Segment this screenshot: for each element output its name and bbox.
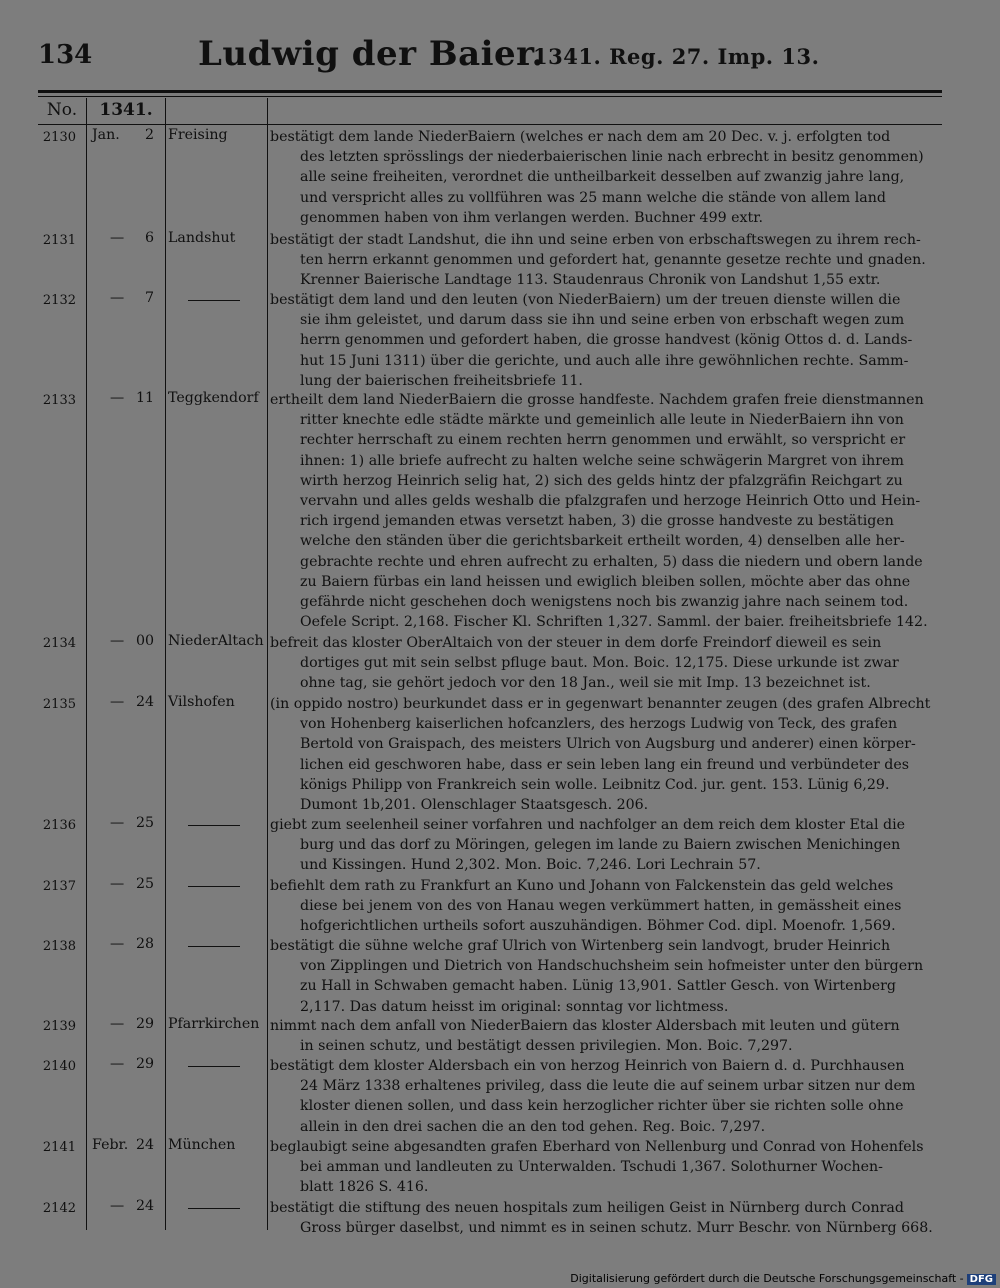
entry-month: — (110, 1198, 125, 1214)
entry-number: 2130 (42, 130, 76, 145)
entry-text-line: des letzten sprösslings der niederbaierischen linie nach erbrecht in besitz genommen) (300, 149, 924, 166)
entry-text (270, 633, 942, 694)
entry-place: Freising (168, 127, 228, 143)
entry-month: — (110, 230, 125, 246)
entry-text-line: hofgerichtlichen urtheils sofort auszuhändigen. Böhmer Cod. dipl. Moenofr. 1,569. (300, 918, 896, 935)
entry-text-line: hut 15 Juni 1311) über die gerichte, und auch alle ihre gewöhnlichen rechte. Samm- (300, 352, 909, 369)
entry-text-line: ten herrn erkannt genommen und gefordert hat, genannte gesetze rechte und gnaden. (300, 252, 926, 269)
entry-month: — (110, 390, 125, 406)
footer (570, 1272, 996, 1285)
entry-month: — (110, 815, 125, 831)
page-title: Ludwig der Baier. (198, 34, 544, 74)
entry-text (270, 694, 942, 815)
entry-text (270, 127, 942, 228)
entry-month: — (110, 1016, 125, 1032)
entry-text-line: bestätigt dem lande NiederBaiern (welches er nach dem am 20 Dec. v. j. erfolgten tod (270, 129, 891, 145)
entry-text-line: diese bei jenem von des von Hanau wegen verkümmert hatten, in gemässheit eines (300, 898, 902, 915)
entry-place: Landshut (168, 230, 236, 246)
ditto-dash (188, 946, 240, 947)
entry-text-line: nimmt nach dem anfall von NiederBaiern das kloster Aldersbach mit leuten und gütern (270, 1018, 900, 1034)
ditto-dash (188, 1066, 240, 1067)
entry-text (270, 936, 942, 1017)
entry-text-line: befiehlt dem rath zu Frankfurt an Kuno und Johann von Falckenstein das geld welches (270, 878, 894, 894)
entry-text-line: allein in den drei sachen die an den tod gehen. Reg. Boic. 7,297. (300, 1118, 766, 1135)
entry-day: 28 (136, 936, 155, 952)
entry-text-line: lung der baierischen freiheitsbriefe 11. (300, 372, 583, 389)
entry-text-line: 2,117. Das datum heisst im original: sonntag vor lichtmess. (300, 998, 729, 1015)
entry-month: Jan. (92, 127, 120, 143)
entry-place: NiederAltach (168, 633, 264, 649)
entry-text-line: sie ihm geleistet, und darum dass sie ihn und seine erben von erbschaft wegen zum (300, 312, 905, 329)
entry-text-line: herrn genommen und gefordert haben, die grosse handvest (könig Ottos d. d. Lands- (300, 332, 913, 349)
entry-number: 2134 (42, 636, 76, 651)
entry-text-line: rich irgend jemanden etwas versetzt haben, 3) die grosse handveste zu bestätigen (300, 513, 894, 530)
entry-text (270, 1137, 942, 1198)
entry-text-line: ihnen: 1) alle briefe aufrecht zu halten welche seine schwägerin Margret von ihrem (300, 452, 904, 469)
entry-text (270, 230, 942, 291)
entry-text-line: ritter knechte edle städte märkte und gemeinlich alle leute in NiederBaiern ihn von (300, 412, 904, 429)
entry-text (270, 390, 942, 632)
entry-month: Febr. (92, 1137, 129, 1153)
entry-text-line: giebt zum seelenheil seiner vorfahren und nachfolger an dem reich dem kloster Etal die (270, 817, 906, 833)
entry-text-line: gebrachte rechte und ehren aufrecht zu erhalten, 5) dass die niedern und obern lande (300, 553, 923, 570)
entry-text-line: bestätigt dem kloster Aldersbach ein von herzog Heinrich von Baiern d. d. Purchhausen (270, 1058, 905, 1074)
entry-text-line: alle seine freiheiten, verordnet die untheilbarkeit desselben auf zwanzig jahre lang, (300, 169, 905, 186)
page-number: 134 (38, 40, 93, 70)
entry-place: München (168, 1137, 236, 1153)
entry-text-line: 24 März 1338 erhaltenes privileg, dass die leute die auf seinem urbar sitzen nur dem (300, 1078, 916, 1095)
ditto-dash (188, 300, 240, 301)
entry-place: Vilshofen (168, 694, 235, 710)
entry-month: — (110, 633, 125, 649)
entry-number: 2133 (42, 393, 76, 408)
entry-day: 24 (136, 1198, 155, 1214)
entry-number: 2131 (42, 233, 76, 248)
entry-text (270, 1056, 942, 1137)
entry-text-line: befreit das kloster OberAltaich von der steuer in dem dorfe Freindorf dieweil es sein (270, 635, 882, 651)
entry-day: 29 (136, 1056, 155, 1072)
entry-text-line: zu Hall in Schwaben gemacht haben. Lünig 13,901. Sattler Gesch. von Wirtenberg (300, 978, 897, 995)
entry-text-line: und verspricht alles zu vollführen was 25 mann welche die stände von allem land (300, 189, 886, 206)
entry-text-line: und Kissingen. Hund 2,302. Mon. Boic. 7,246. Lori Lechrain 57. (300, 857, 761, 874)
entry-day: 25 (136, 876, 155, 892)
entry-number: 2138 (42, 939, 76, 954)
entry-day: 25 (136, 815, 155, 831)
column-header-rule (38, 124, 942, 125)
entry-text-line: rechter herrschaft zu einem rechten herrn genommen und erwählt, so verspricht er (300, 432, 906, 449)
entry-text-line: welche den ständen über die gerichtsbarkeit ertheilt worden, 4) denselben alle her- (300, 533, 905, 550)
ditto-dash (188, 825, 240, 826)
entry-text-line: beglaubigt seine abgesandten grafen Eberhard von Nellenburg und Conrad von Hohenfels (270, 1139, 924, 1155)
entry-day: 24 (136, 1137, 155, 1153)
column-divider (86, 98, 87, 1230)
entry-text (270, 876, 942, 937)
entry-day: 7 (144, 290, 154, 306)
entry-text (270, 1016, 942, 1056)
entry-day: 11 (136, 390, 155, 406)
column-divider (267, 98, 268, 1230)
entry-number: 2135 (42, 697, 76, 712)
entry-number: 2132 (42, 293, 76, 308)
entry-month: — (110, 936, 125, 952)
entry-text-line: von Zipplingen und Dietrich von Handschuchsheim sein hofmeister unter den bürgern (300, 958, 924, 975)
ditto-dash (188, 1208, 240, 1209)
entry-text-line: (in oppido nostro) beurkundet dass er in gegenwart benannter zeugen (des grafen Albrecht (270, 696, 931, 712)
entry-text-line: Bertold von Graispach, des meisters Ulrich von Augsburg und anderer) einen körper- (300, 736, 916, 753)
entry-text-line: bei amman und landleuten zu Unterwalden. Tschudi 1,367. Solothurner Wochen- (300, 1159, 883, 1176)
header-rule-thin (38, 96, 942, 97)
entry-text-line: dortiges gut mit sein selbst pfluge baut. Mon. Boic. 12,175. Diese urkunde ist zwar (300, 655, 899, 672)
entry-text-line: Oefele Script. 2,168. Fischer Kl. Schriften 1,327. Samml. der baier. freiheitsbriefe 142. (300, 614, 928, 631)
entry-text-line: wirth herzog Heinrich selig hat, 2) sich des gelds hintz der pfalzgräfin Reichgart zu (300, 472, 903, 489)
entry-text-line: bestätigt die stiftung des neuen hospitals zum heiligen Geist in Nürnberg durch Conrad (270, 1200, 904, 1216)
entry-text-line: kloster dienen sollen, und dass kein herzoglicher richter über sie richten solle ohne (300, 1098, 904, 1115)
entry-text-line: bestätigt der stadt Landshut, die ihn und seine erben von erbschaftswegen zu ihrem rech- (270, 232, 921, 248)
entry-text-line: Gross bürger daselbst, und nimmt es in seinen schutz. Murr Beschr. von Nürnberg 668. (300, 1220, 933, 1237)
entry-text-line: burg und das dorf zu Möringen, gelegen im lande zu Baiern zwischen Menichingen (300, 837, 901, 854)
entry-text (270, 290, 942, 391)
entry-text-line: gefährde nicht geschehen doch wenigstens noch bis zwanzig jahre nach seinem tod. (300, 594, 909, 611)
entry-text (270, 815, 942, 876)
page-header (38, 34, 942, 84)
entry-month: — (110, 876, 125, 892)
entry-number: 2139 (42, 1019, 76, 1034)
entry-number: 2142 (42, 1201, 76, 1216)
entry-text-line: Dumont 1b,201. Olenschlager Staatsgesch. 206. (300, 797, 649, 814)
entry-text (270, 1198, 942, 1238)
column-header-no: No. (46, 100, 78, 120)
dfg-logo: DFG (967, 1274, 996, 1285)
column-header-year: 1341. (99, 100, 153, 120)
entry-text-line: Krenner Baierische Landtage 113. Staudenraus Chronik von Landshut 1,55 extr. (300, 272, 881, 289)
entry-place: Teggkendorf (168, 390, 259, 406)
entry-day: 24 (136, 694, 155, 710)
entry-text-line: blatt 1826 S. 416. (300, 1179, 429, 1196)
entry-text-line: genommen haben von ihm verlangen werden. Buchner 499 extr. (300, 209, 763, 226)
entry-text-line: ertheilt dem land NiederBaiern die grosse handfeste. Nachdem grafen freie dienstmannen (270, 392, 924, 408)
entry-text-line: bestätigt die sühne welche graf Ulrich von Wirtenberg sein landvogt, bruder Heinrich (270, 938, 891, 954)
entry-month: — (110, 694, 125, 710)
entry-text-line: vervahn und alles gelds weshalb die pfalzgrafen und herzoge Heinrich Otto und Hein- (300, 493, 921, 510)
entry-month: — (110, 290, 125, 306)
entry-day: 6 (144, 230, 154, 246)
entry-text-line: lichen eid geschworen habe, dass er sein leben lang ein freund und verbündeter des (300, 756, 910, 773)
entry-number: 2140 (42, 1059, 76, 1074)
entry-number: 2136 (42, 818, 76, 833)
entry-number: 2137 (42, 879, 76, 894)
entry-day: 00 (136, 633, 155, 649)
entry-place: Pfarrkirchen (168, 1016, 260, 1032)
entry-text-line: von Hohenberg kaiserlichen hofcanzlers, des herzogs Ludwig von Teck, des grafen (300, 716, 898, 733)
entry-day: 29 (136, 1016, 155, 1032)
entry-number: 2141 (42, 1140, 76, 1155)
header-rule-thick (38, 90, 942, 93)
column-divider (165, 98, 166, 1230)
entry-text-line: königs Philipp von Frankreich sein wolle. Leibnitz Cod. jur. gent. 153. Lünig 6,29. (300, 776, 890, 793)
entry-text-line: bestätigt dem land und den leuten (von NiederBaiern) um der treuen dienste willen die (270, 292, 901, 308)
entry-text-line: in seinen schutz, und bestätigt dessen privilegien. Mon. Boic. 7,297. (300, 1038, 793, 1055)
ditto-dash (188, 886, 240, 887)
entry-text-line: ohne tag, sie gehört jedoch vor den 18 Jan., weil sie mit Imp. 13 bezeichnet ist. (300, 675, 871, 692)
entry-month: — (110, 1056, 125, 1072)
footer-text: Digitalisierung gefördert durch die Deutsche Forschungsgemeinschaft - (570, 1272, 964, 1285)
entry-text-line: zu Baiern fürbas ein land heissen und ewiglich bleiben sollen, möchte aber das ohne (300, 573, 911, 590)
header-meta: 1341. Reg. 27. Imp. 13. (533, 44, 820, 69)
entry-day: 2 (144, 127, 154, 143)
